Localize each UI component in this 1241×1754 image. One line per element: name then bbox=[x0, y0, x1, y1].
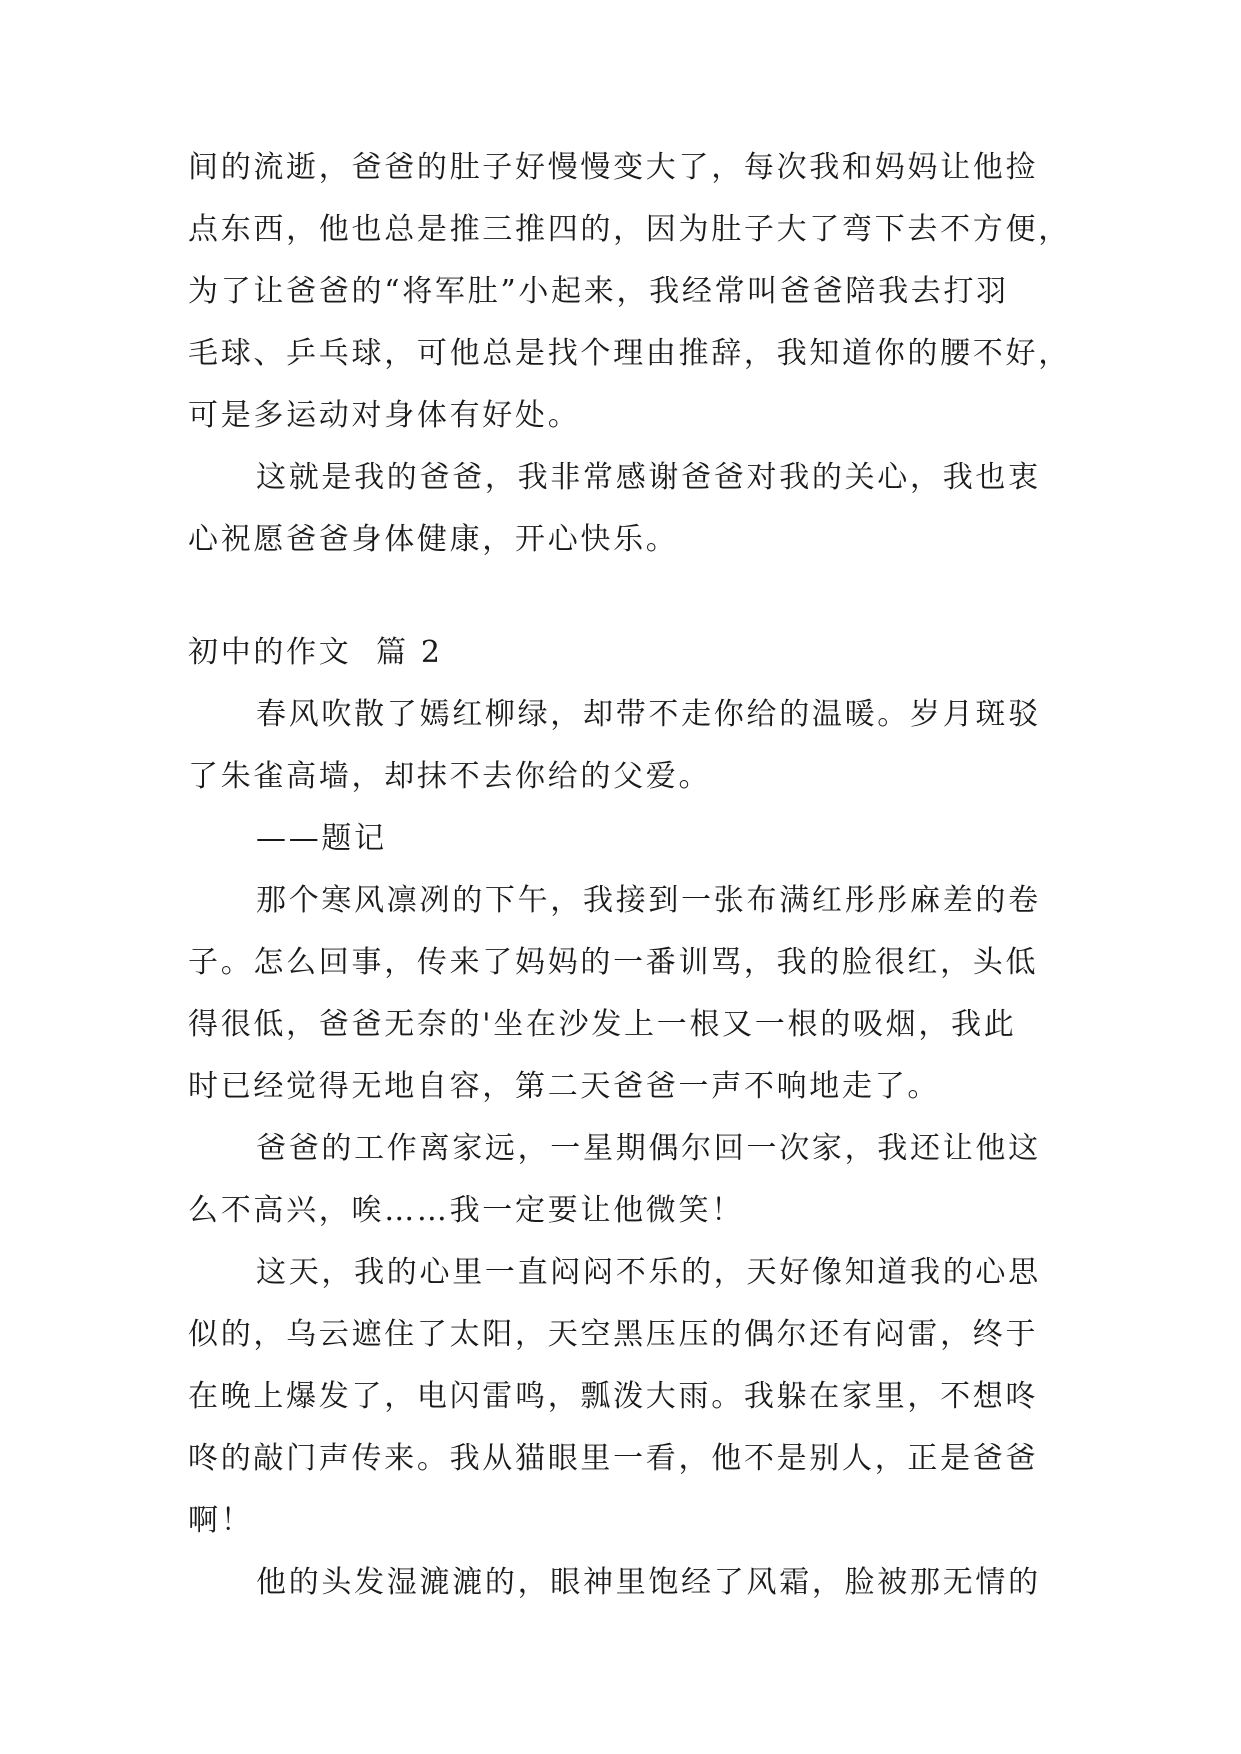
text-line: 那个寒风凛冽的下午，我接到一张布满红彤彤麻差的卷 bbox=[256, 883, 1041, 918]
text-line: 这就是我的爸爸，我非常感谢爸爸对我的关心，我也衷 bbox=[256, 460, 1041, 495]
paragraph-continuation bbox=[188, 137, 1071, 447]
text-line: 子。怎么回事，传来了妈妈的一番训骂，我的脸很红，头低 bbox=[188, 945, 1039, 980]
paragraph-closing bbox=[188, 447, 1054, 571]
text-line: 毛球、乒乓球，可他总是找个理由推辞，我知道你的腰不好， bbox=[188, 336, 1071, 371]
text-line: 为了让爸爸的“将军肚”小起来，我经常叫爸爸陪我去打羽 bbox=[188, 274, 1009, 309]
text-line: 似的，乌云遮住了太阳，天空黑压压的偶尔还有闷雷，终于 bbox=[188, 1317, 1039, 1352]
text-line: 时已经觉得无地自容，第二天爸爸一声不响地走了。 bbox=[188, 1069, 941, 1104]
text-line: 点东西，他也总是推三推四的，因为肚子大了弯下去不方便， bbox=[188, 212, 1071, 247]
text-line: 可是多运动对身体有好处。 bbox=[188, 398, 581, 433]
text-line: 春风吹散了嫣红柳绿，却带不走你给的温暖。岁月斑驳 bbox=[256, 697, 1041, 732]
text-line: 心祝愿爸爸身体健康，开心快乐。 bbox=[188, 522, 679, 557]
text-line: 得很低，爸爸无奈的'坐在沙发上一根又一根的吸烟，我此 bbox=[188, 1007, 1017, 1042]
text-line: 么不高兴，唉……我一定要让他微笑！ bbox=[188, 1193, 744, 1228]
inscription-block bbox=[188, 808, 1054, 870]
text-line: 间的流逝，爸爸的肚子好慢慢变大了，每次我和妈妈让他捡 bbox=[188, 150, 1039, 185]
inscription: ——题记 bbox=[256, 821, 387, 856]
text-line: 他的头发湿漉漉的，眼神里饱经了风霜，脸被那无情的 bbox=[256, 1565, 1041, 1600]
text-line: 了朱雀高墙，却抹不去你给的父爱。 bbox=[188, 759, 712, 794]
paragraph-exam bbox=[188, 870, 1054, 1118]
paragraph-work bbox=[188, 1118, 1054, 1242]
paragraph-intro bbox=[188, 684, 1054, 808]
paragraph-hair bbox=[188, 1552, 1054, 1614]
text-line: 咚的敲门声传来。我从猫眼里一看，他不是别人，正是爸爸 bbox=[188, 1441, 1039, 1476]
section-heading: 初中的作文 篇 2 bbox=[188, 635, 443, 670]
text-line: 在晚上爆发了，电闪雷鸣，瓢泼大雨。我躲在家里，不想咚 bbox=[188, 1379, 1039, 1414]
text-line: 这天，我的心里一直闷闷不乐的，天好像知道我的心思 bbox=[256, 1255, 1041, 1290]
paragraph-storm bbox=[188, 1242, 1054, 1552]
text-line: 爸爸的工作离家远，一星期偶尔回一次家，我还让他这 bbox=[256, 1131, 1041, 1166]
section-heading-block bbox=[188, 622, 1054, 684]
text-line: 啊！ bbox=[188, 1503, 254, 1538]
